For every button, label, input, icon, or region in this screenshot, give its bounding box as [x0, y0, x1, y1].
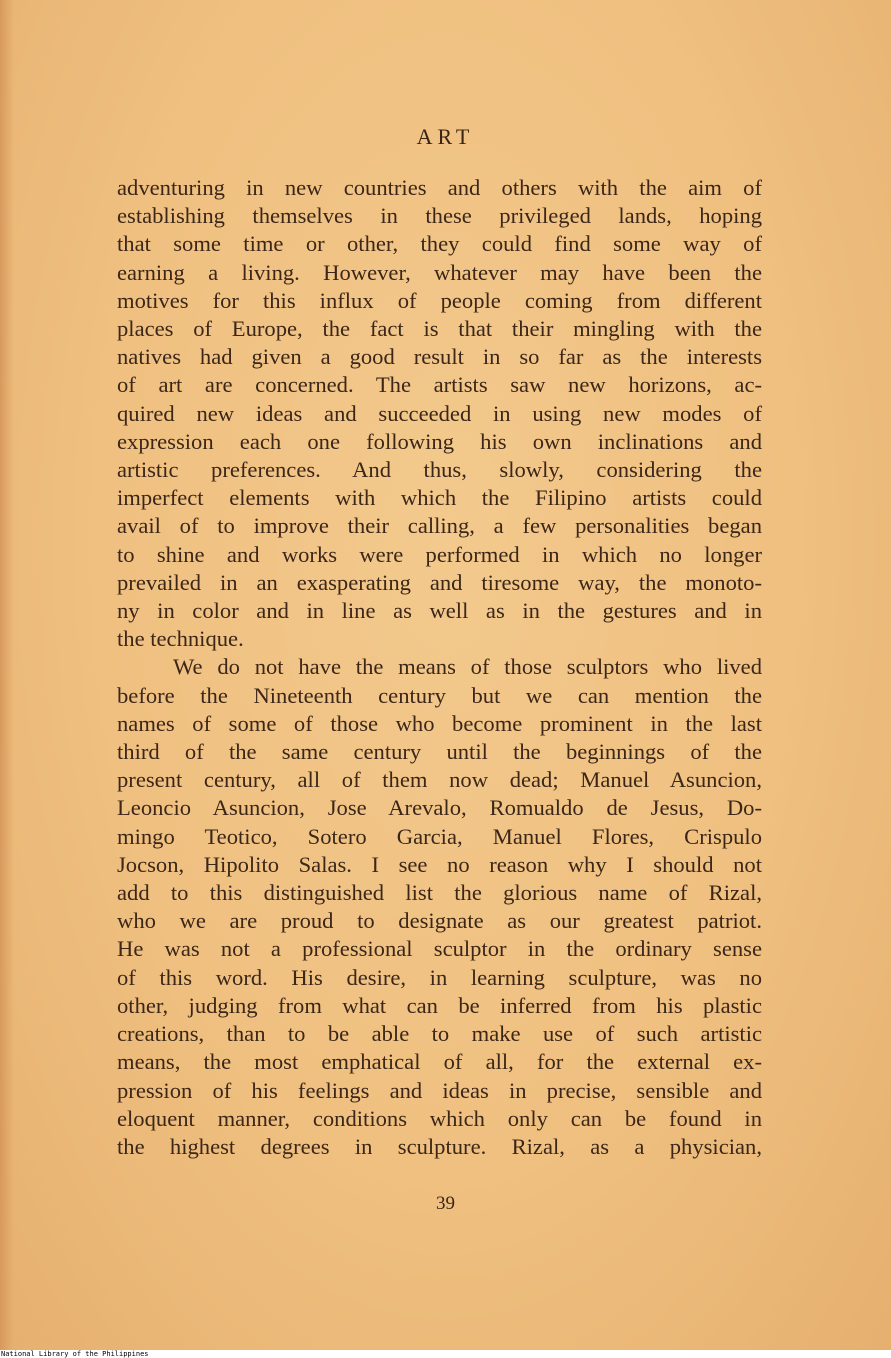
page-number: 39: [436, 1193, 455, 1214]
text-line: present century, all of them now dead; Manuel Asuncion,: [117, 767, 762, 793]
text-line: the technique.: [117, 626, 244, 652]
text-line: expression each one following his own inclinations and: [117, 428, 762, 454]
text-line: prevailed in an exasperating and tiresome way, the monoto-: [117, 569, 762, 595]
text-line: quired new ideas and succeeded in using new modes of: [117, 400, 762, 426]
text-line: that some time or other, they could find some way of: [117, 231, 762, 257]
text-line: add to this distinguished list the glorious name of Rizal,: [117, 880, 762, 906]
body-text: [117, 174, 762, 1161]
text-line: motives for this influx of people coming from different: [117, 287, 762, 313]
text-line: ny in color and in line as well as in the gestures and in: [117, 598, 762, 624]
text-line: names of some of those who become prominent in the last: [117, 710, 762, 736]
text-line: avail of to improve their calling, a few personalities began: [117, 513, 762, 539]
scan-credit: National Library of the Philippines: [1, 1350, 149, 1358]
running-head: ART: [416, 124, 475, 149]
text-line: creations, than to be able to make use of such artistic: [117, 1021, 762, 1047]
text-line: eloquent manner, conditions which only can be found in: [117, 1105, 762, 1131]
text-line: adventuring in new countries and others with the aim of: [117, 175, 762, 200]
text-line: of art are concerned. The artists saw new horizons, ac-: [117, 372, 762, 398]
text-line: natives had given a good result in so far as the interests: [117, 344, 762, 370]
text-line: the highest degrees in sculpture. Rizal, as a physician,: [117, 1133, 762, 1159]
text-line: Leoncio Asuncion, Jose Arevalo, Romualdo de Jesus, Do-: [117, 795, 762, 821]
text-line: of this word. His desire, in learning sculpture, was no: [117, 964, 762, 990]
text-line: Jocson, Hipolito Salas. I see no reason why I should not: [117, 851, 762, 877]
text-line: means, the most emphatical of all, for the external ex-: [117, 1049, 762, 1075]
text-line: places of Europe, the fact is that their mingling with the: [117, 316, 762, 342]
text-line: pression of his feelings and ideas in precise, sensible and: [117, 1077, 762, 1103]
text-line: mingo Teotico, Sotero Garcia, Manuel Flores, Crispulo: [117, 823, 762, 849]
text-line: to shine and works were performed in which no longer: [117, 541, 762, 567]
text-line: He was not a professional sculptor in the ordinary sense: [117, 936, 762, 962]
paragraph-2: [117, 653, 762, 1161]
paragraph-1: [117, 174, 762, 653]
text-line: who we are proud to designate as our greatest patriot.: [117, 908, 762, 934]
text-line: before the Nineteenth century but we can mention the: [117, 682, 762, 708]
text-line: imperfect elements with which the Filipino artists could: [117, 485, 762, 511]
text-line: earning a living. However, whatever may have been the: [117, 259, 762, 285]
text-line: establishing themselves in these privileged lands, hoping: [117, 203, 762, 229]
text-line: We do not have the means of those sculptors who lived: [173, 654, 762, 680]
text-line: third of the same century until the beginnings of the: [117, 739, 762, 765]
text-line: artistic preferences. And thus, slowly, considering the: [117, 457, 762, 483]
text-line: other, judging from what can be inferred from his plastic: [117, 992, 762, 1018]
